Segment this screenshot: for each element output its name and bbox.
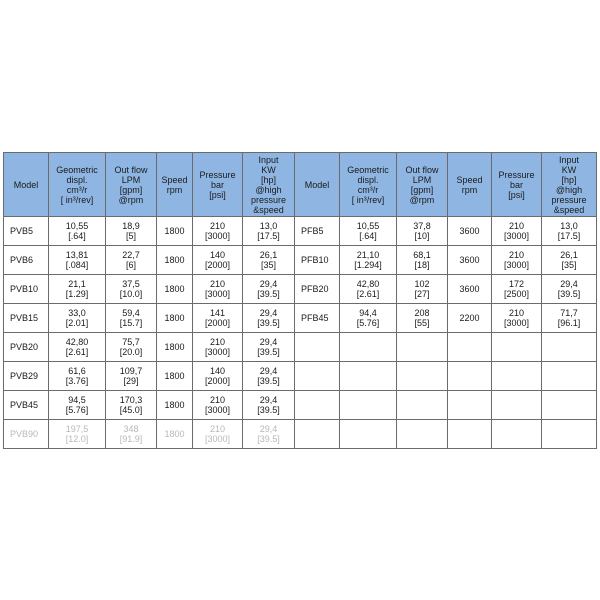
displacement-cell: [340, 391, 397, 420]
cell-value: 10,55: [356, 221, 380, 231]
input-power-cell: [542, 420, 597, 449]
cell-value: [3000]: [204, 405, 231, 415]
pressure-cell: [492, 246, 542, 275]
cell-value: 208: [414, 308, 430, 318]
cell-value: 29,4: [259, 366, 278, 376]
input-power-cell: [542, 391, 597, 420]
header-text: Geometric: [347, 164, 389, 175]
cell-value: 348: [123, 424, 139, 434]
header-text: cm³/r: [66, 184, 88, 195]
pressure-cell: [492, 275, 542, 304]
model-cell: [295, 362, 340, 391]
cell-value: [6]: [125, 260, 136, 270]
speed-cell: [448, 333, 492, 362]
cell-value: [27]: [414, 289, 430, 299]
model-cell: [4, 420, 49, 449]
out-flow-cell: [397, 420, 448, 449]
cell-value: 3600: [459, 226, 480, 236]
cell-value: 21,10: [356, 250, 380, 260]
speed-cell: [448, 391, 492, 420]
cell-value: PVB5: [10, 226, 34, 236]
header-text: Pressure: [498, 169, 535, 180]
displacement-cell: [340, 246, 397, 275]
cell-value: [2000]: [204, 376, 231, 386]
table-row: [4, 362, 597, 391]
cell-value: 13,0: [259, 221, 278, 231]
speed-cell: [448, 246, 492, 275]
cell-value: 22,7: [122, 250, 140, 260]
cell-value: [2.61]: [65, 347, 89, 357]
model-cell: [4, 217, 49, 246]
speed-header-pfb: [448, 153, 492, 217]
cell-value: [39.5]: [257, 289, 280, 299]
out-flow-cell: [397, 217, 448, 246]
model-cell: [4, 304, 49, 333]
cell-value: PVB20: [10, 342, 39, 352]
cell-value: 42,80: [65, 337, 89, 347]
model-header-pfb: [295, 153, 340, 217]
out-flow-cell: [106, 420, 157, 449]
model-header-pvb: [4, 153, 49, 217]
cell-value: [2000]: [204, 260, 231, 270]
cell-value: 3600: [459, 255, 480, 265]
displacement-cell: [49, 217, 106, 246]
cell-value: 210: [209, 221, 226, 231]
header-text: Speed: [161, 174, 188, 185]
out-flow-cell: [106, 217, 157, 246]
cell-value: 75,7: [122, 337, 140, 347]
header-text: &speed: [553, 204, 585, 215]
cell-value: 2200: [459, 313, 480, 323]
cell-value: [96.1]: [557, 318, 581, 328]
displacement-cell: [49, 391, 106, 420]
input-power-cell: [542, 333, 597, 362]
cell-value: 197,5: [65, 424, 89, 434]
header-text: Out flow: [114, 164, 148, 175]
cell-value: 102: [414, 279, 430, 289]
cell-value: 29,4: [259, 337, 278, 347]
input-power-header-pfb: [542, 153, 597, 217]
model-cell: [4, 362, 49, 391]
cell-value: [17.5]: [257, 231, 280, 241]
cell-value: 172: [508, 279, 525, 289]
header-text: [psi]: [209, 189, 226, 200]
header-text: [hp]: [561, 174, 577, 185]
input-power-cell: [243, 275, 295, 304]
cell-value: 3600: [459, 284, 480, 294]
header-text: @high: [555, 184, 583, 195]
cell-value: [39.5]: [257, 347, 280, 357]
model-cell: [295, 391, 340, 420]
speed-cell: [157, 420, 193, 449]
pressure-cell: [193, 333, 243, 362]
header-text: pressure: [250, 194, 286, 205]
cell-value: [2500]: [503, 289, 530, 299]
model-cell: [4, 333, 49, 362]
displacement-cell: [340, 217, 397, 246]
out-flow-cell: [397, 333, 448, 362]
table-row: [4, 420, 597, 449]
cell-value: PFB20: [301, 284, 329, 294]
cell-value: [1.294]: [354, 260, 382, 270]
cell-value: [12.0]: [65, 434, 89, 444]
out-flow-cell: [397, 391, 448, 420]
cell-value: 210: [209, 279, 226, 289]
cell-value: [2000]: [204, 318, 231, 328]
out-flow-cell: [397, 304, 448, 333]
pressure-cell: [193, 275, 243, 304]
cell-value: [1.29]: [65, 289, 89, 299]
speed-cell: [448, 304, 492, 333]
speed-header-pvb: [157, 153, 193, 217]
header-text: displ.: [357, 174, 379, 185]
cell-value: PFB10: [301, 255, 329, 265]
pressure-cell: [193, 304, 243, 333]
header-text: @high: [255, 184, 282, 195]
pressure-cell: [193, 362, 243, 391]
cell-value: 1800: [164, 342, 185, 352]
geometric-displacement-header-pfb: [340, 153, 397, 217]
cell-value: [3000]: [503, 260, 530, 270]
displacement-cell: [49, 362, 106, 391]
header-text: @rpm: [409, 194, 435, 205]
table-body: [4, 217, 597, 449]
cell-value: 1800: [164, 400, 185, 410]
speed-cell: [157, 246, 193, 275]
cell-value: [.084]: [65, 260, 89, 270]
out-flow-cell: [106, 304, 157, 333]
cell-value: 29,4: [560, 279, 578, 289]
out-flow-cell: [106, 333, 157, 362]
header-text: Speed: [456, 174, 483, 185]
cell-value: 210: [508, 221, 525, 231]
header-text: Model: [304, 179, 330, 190]
model-cell: [295, 217, 340, 246]
cell-value: 1800: [164, 429, 185, 439]
header-text: [ in³/rev]: [351, 194, 385, 205]
out-flow-cell: [106, 246, 157, 275]
input-power-cell: [243, 420, 295, 449]
displacement-cell: [49, 304, 106, 333]
out-flow-cell: [106, 391, 157, 420]
cell-value: 1800: [164, 255, 185, 265]
model-cell: [4, 246, 49, 275]
cell-value: [3000]: [204, 347, 231, 357]
cell-value: 210: [508, 308, 525, 318]
header-text: bar: [509, 179, 523, 190]
pump-spec-table: [3, 152, 597, 449]
header-text: [gpm]: [410, 184, 434, 195]
cell-value: [3000]: [204, 434, 231, 444]
pressure-cell: [492, 420, 542, 449]
header-text: Pressure: [199, 169, 236, 180]
cell-value: PVB29: [10, 371, 39, 381]
out-flow-cell: [397, 362, 448, 391]
model-cell: [4, 391, 49, 420]
geometric-displacement-header-pvb: [49, 153, 106, 217]
speed-cell: [157, 362, 193, 391]
cell-value: PVB6: [10, 255, 34, 265]
cell-value: [10]: [414, 231, 430, 241]
table-row: [4, 275, 597, 304]
cell-value: 94,4: [359, 308, 377, 318]
out-flow-cell: [106, 275, 157, 304]
out-flow-cell: [397, 246, 448, 275]
cell-value: PVB10: [10, 284, 39, 294]
input-power-cell: [542, 275, 597, 304]
header-text: rpm: [166, 184, 183, 195]
header-text: KW: [261, 164, 276, 175]
out-flow-cell: [397, 275, 448, 304]
pressure-cell: [492, 217, 542, 246]
input-power-cell: [542, 304, 597, 333]
header-text: Model: [13, 179, 39, 190]
header-text: pressure: [551, 194, 587, 205]
cell-value: [3000]: [503, 318, 530, 328]
pressure-cell: [492, 333, 542, 362]
cell-value: 29,4: [259, 424, 278, 434]
speed-cell: [448, 362, 492, 391]
cell-value: PVB90: [10, 429, 39, 439]
pressure-cell: [193, 420, 243, 449]
cell-value: 71,7: [560, 308, 578, 318]
pressure-header-pfb: [492, 153, 542, 217]
cell-value: 210: [209, 395, 226, 405]
cell-value: [.64]: [359, 231, 377, 241]
header-text: bar: [210, 179, 224, 190]
displacement-cell: [49, 246, 106, 275]
cell-value: 1800: [164, 371, 185, 381]
cell-value: 140: [209, 366, 226, 376]
input-power-cell: [243, 217, 295, 246]
header-text: rpm: [461, 184, 478, 195]
cell-value: 29,4: [259, 308, 278, 318]
cell-value: PVB45: [10, 400, 39, 410]
cell-value: [39.5]: [557, 289, 581, 299]
speed-cell: [157, 275, 193, 304]
cell-value: PVB15: [10, 313, 39, 323]
cell-value: 37,8: [413, 221, 431, 231]
pressure-cell: [492, 362, 542, 391]
cell-value: [3000]: [204, 231, 231, 241]
cell-value: [10.0]: [119, 289, 143, 299]
header-text: displ.: [66, 174, 88, 185]
header-text: @rpm: [118, 194, 144, 205]
out-flow-cell: [106, 362, 157, 391]
speed-cell: [157, 391, 193, 420]
cell-value: 68,1: [413, 250, 431, 260]
header-text: &speed: [253, 204, 284, 215]
header-text: Geometric: [56, 164, 98, 175]
pressure-cell: [193, 391, 243, 420]
speed-cell: [448, 420, 492, 449]
cell-value: 210: [508, 250, 525, 260]
header-text: KW: [561, 164, 577, 175]
table-row: [4, 333, 597, 362]
cell-value: [39.5]: [257, 434, 280, 444]
speed-cell: [448, 275, 492, 304]
header-text: [hp]: [260, 174, 276, 185]
cell-value: [2.61]: [356, 289, 380, 299]
displacement-cell: [340, 420, 397, 449]
pressure-header-pvb: [193, 153, 243, 217]
header-text: [gpm]: [119, 184, 143, 195]
cell-value: PFB5: [301, 226, 324, 236]
table-row: [4, 391, 597, 420]
cell-value: [39.5]: [257, 376, 280, 386]
model-cell: [295, 420, 340, 449]
speed-cell: [157, 217, 193, 246]
displacement-cell: [340, 304, 397, 333]
speed-cell: [157, 333, 193, 362]
input-power-header-pvb: [243, 153, 295, 217]
out-flow-header-pfb: [397, 153, 448, 217]
input-power-cell: [243, 246, 295, 275]
cell-value: 26,1: [259, 250, 278, 260]
model-cell: [295, 304, 340, 333]
displacement-cell: [340, 275, 397, 304]
header-text: cm³/r: [357, 184, 379, 195]
cell-value: 59,4: [122, 308, 140, 318]
cell-value: [20.0]: [119, 347, 143, 357]
cell-value: [29]: [123, 376, 139, 386]
cell-value: [5]: [125, 231, 136, 241]
input-power-cell: [542, 217, 597, 246]
cell-value: 141: [209, 308, 226, 318]
input-power-cell: [243, 362, 295, 391]
speed-cell: [448, 217, 492, 246]
cell-value: 109,7: [119, 366, 143, 376]
cell-value: 18,9: [122, 221, 140, 231]
header-text: LPM: [121, 174, 141, 185]
displacement-cell: [49, 420, 106, 449]
header-row: [4, 153, 597, 217]
cell-value: 42,80: [356, 279, 380, 289]
header-text: Input: [558, 154, 580, 165]
cell-value: [3.76]: [65, 376, 89, 386]
header-text: Input: [258, 154, 279, 165]
model-cell: [4, 275, 49, 304]
input-power-cell: [243, 333, 295, 362]
pressure-cell: [492, 391, 542, 420]
input-power-cell: [542, 362, 597, 391]
cell-value: 29,4: [259, 395, 278, 405]
displacement-cell: [49, 333, 106, 362]
cell-value: 26,1: [560, 250, 578, 260]
speed-cell: [157, 304, 193, 333]
cell-value: [3000]: [503, 231, 530, 241]
model-cell: [295, 333, 340, 362]
table-row: [4, 217, 597, 246]
cell-value: [5.76]: [356, 318, 380, 328]
cell-value: 210: [209, 424, 226, 434]
cell-value: [2.01]: [65, 318, 89, 328]
cell-value: [35]: [561, 260, 577, 270]
cell-value: [39.5]: [257, 405, 280, 415]
table-row: [4, 304, 597, 333]
cell-value: PFB45: [301, 313, 329, 323]
cell-value: 1800: [164, 313, 185, 323]
table-row: [4, 246, 597, 275]
displacement-cell: [49, 275, 106, 304]
cell-value: [3000]: [204, 289, 231, 299]
model-cell: [295, 246, 340, 275]
cell-value: 10,55: [65, 221, 89, 231]
cell-value: [5.76]: [65, 405, 89, 415]
input-power-cell: [243, 304, 295, 333]
cell-value: [45.0]: [119, 405, 143, 415]
cell-value: [55]: [414, 318, 430, 328]
pressure-cell: [492, 304, 542, 333]
cell-value: 29,4: [259, 279, 278, 289]
cell-value: 21,1: [68, 279, 86, 289]
header-text: [psi]: [508, 189, 525, 200]
cell-value: 33,0: [68, 308, 86, 318]
header-text: LPM: [412, 174, 432, 185]
cell-value: 94,5: [68, 395, 86, 405]
model-cell: [295, 275, 340, 304]
cell-value: [35]: [260, 260, 276, 270]
input-power-cell: [243, 391, 295, 420]
cell-value: 1800: [164, 284, 185, 294]
cell-value: 140: [209, 250, 226, 260]
cell-value: 61,6: [68, 366, 86, 376]
cell-value: [18]: [414, 260, 430, 270]
displacement-cell: [340, 362, 397, 391]
cell-value: [39.5]: [257, 318, 280, 328]
cell-value: [17.5]: [557, 231, 581, 241]
cell-value: 13,81: [65, 250, 89, 260]
input-power-cell: [542, 246, 597, 275]
cell-value: 13,0: [560, 221, 578, 231]
cell-value: 37,5: [122, 279, 140, 289]
cell-value: [91.9]: [119, 434, 143, 444]
out-flow-header-pvb: [106, 153, 157, 217]
pressure-cell: [193, 246, 243, 275]
cell-value: [15.7]: [119, 318, 143, 328]
header-text: [ in³/rev]: [60, 194, 94, 205]
cell-value: 1800: [164, 226, 185, 236]
cell-value: 170,3: [119, 395, 143, 405]
header-text: Out flow: [405, 164, 439, 175]
displacement-cell: [340, 333, 397, 362]
cell-value: [.64]: [68, 231, 86, 241]
pressure-cell: [193, 217, 243, 246]
cell-value: 210: [209, 337, 226, 347]
